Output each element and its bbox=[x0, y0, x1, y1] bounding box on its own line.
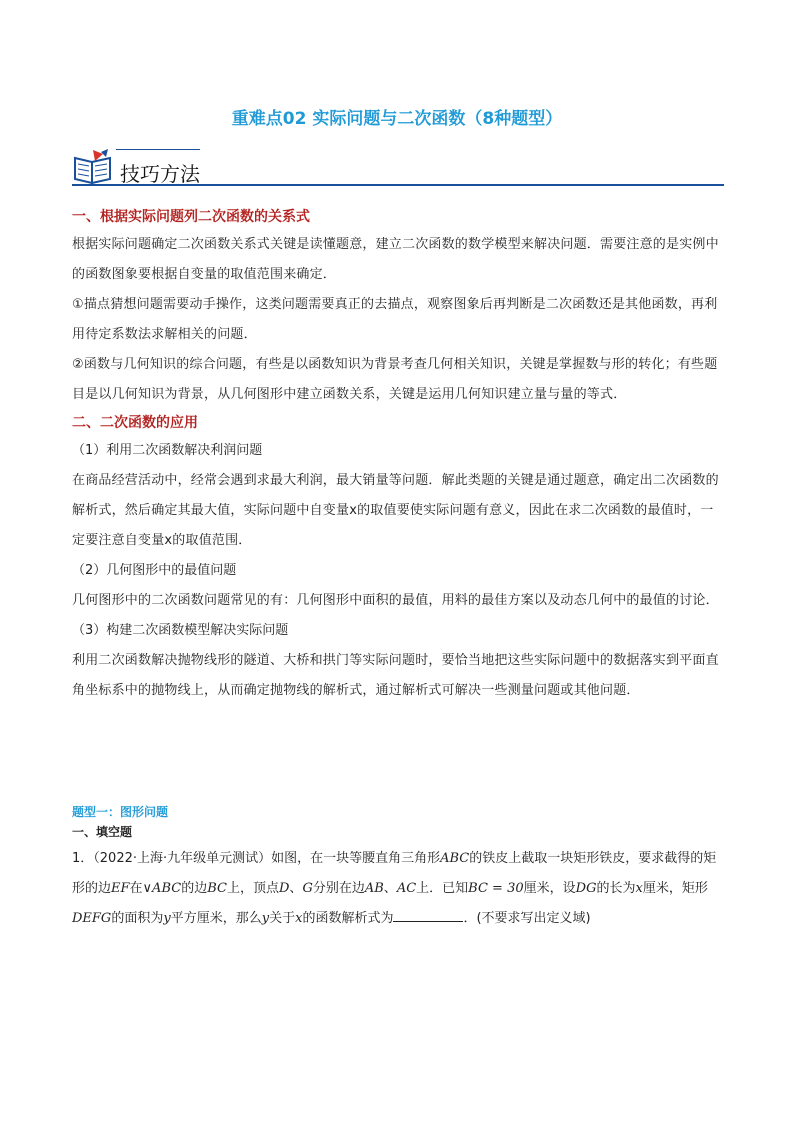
question-type-title: 题型一：图形问题 bbox=[72, 805, 169, 819]
paragraph: 利用二次函数解决抛物线形的隧道、大桥和拱门等实际问题时，要恰当地把这些实际问题中的数据落实到平面直角坐标系中的抛物线上，从而确定抛物线的解析式，通过解析式可解决一些测量问题或其他问题． bbox=[72, 653, 719, 698]
skills-header bbox=[72, 148, 724, 190]
paragraph: 根据实际问题确定二次函数关系式关键是读懂题意，建立二次函数的数学模型来解决问题．需要注意的是实例中的函数图象要根据自变量的取值范围来确定． bbox=[72, 237, 719, 282]
paragraph: ②函数与几何知识的综合问题，有些是以函数知识为背景考查几何相关知识，关键是掌握数与形的转化；有些题目是以几何知识为背景，从几何图形中建立函数关系，关键是运用几何知识建立量与量的等式． bbox=[72, 357, 718, 402]
header-top-rule bbox=[116, 149, 200, 150]
skills-header-label: 技巧方法 bbox=[120, 162, 200, 186]
section-heading: 二、二次函数的应用 bbox=[72, 415, 198, 431]
subsection-label: （1）利用二次函数解决利润问题 bbox=[72, 443, 263, 458]
open-book-icon bbox=[72, 148, 114, 186]
header-divider bbox=[72, 184, 724, 186]
page-title: 重难点02 实际问题与二次函数（8种题型） bbox=[231, 109, 563, 129]
section-heading: 一、根据实际问题列二次函数的关系式 bbox=[72, 209, 310, 225]
problem-text: 1．（2022·上海·九年级单元测试）如图，在一块等腰直角三角形ABC的铁皮上截取一块矩形铁皮，要求截得的矩形的边EF在∨ABC的边BC上，顶点D、G分别在边AB、AC上．已知BC = 30厘米，设DG的长为x厘米，矩形DEFG的面积为y平方厘米，那么y关于x的函数解析式为 ．(不要求写出定义域) bbox=[72, 851, 717, 926]
paragraph: 几何图形中的二次函数问题常见的有：几何图形中面积的最值，用料的最佳方案以及动态几何中的最值的讨论． bbox=[72, 593, 719, 608]
main-content bbox=[72, 204, 724, 706]
fill-in-heading: 一、填空题 bbox=[72, 825, 133, 839]
paragraph: ①描点猜想问题需要动手操作，这类问题需要真正的去描点，观察图象后再判断是二次函数还是其他函数，再利用待定系数法求解相关的问题． bbox=[72, 297, 718, 342]
paragraph: 在商品经营活动中，经常会遇到求最大利润，最大销量等问题．解此类题的关键是通过题意，确定出二次函数的解析式，然后确定其最大值，实际问题中自变量x的取值要使实际问题有意义，因此在求二次函数的最值时，一定要注意自变量x的取值范围． bbox=[72, 473, 719, 548]
subsection-label: （2）几何图形中的最值问题 bbox=[72, 563, 237, 578]
question-type-section bbox=[72, 802, 724, 934]
answer-blank[interactable] bbox=[393, 907, 463, 922]
subsection-label: （3）构建二次函数模型解决实际问题 bbox=[72, 623, 289, 638]
